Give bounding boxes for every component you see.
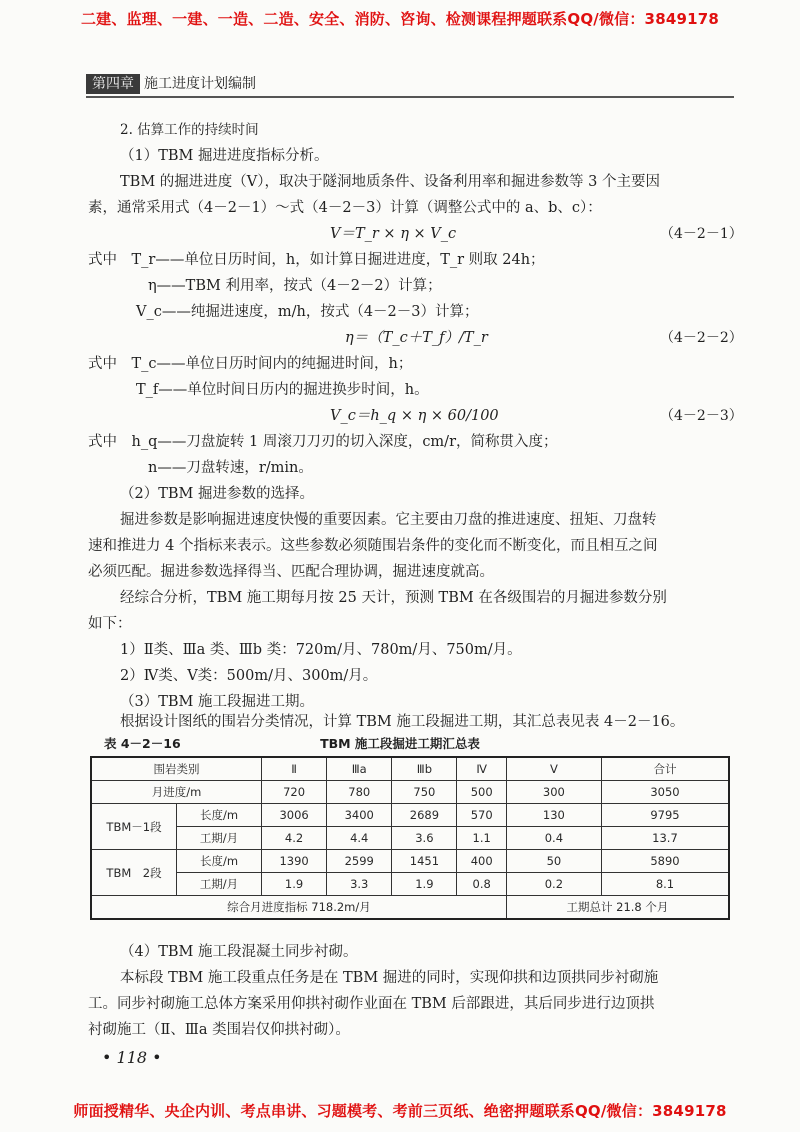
- summary-table: [90, 756, 730, 920]
- chapter-title: 施工进度计划编制: [144, 76, 256, 92]
- table-cell: 1.9: [392, 873, 457, 896]
- equation-1-number: （4－2－1）: [660, 226, 743, 242]
- table-cell: 500: [457, 781, 506, 804]
- top-ad-banner: 二建、监理、一建、一造、二造、安全、消防、咨询、检测课程押题联系QQ/微信：3849178: [80, 10, 720, 28]
- chapter-header: [86, 74, 734, 98]
- paragraph-1b: 素，通常采用式（4－2－1）～式（4－2－3）计算（调整公式中的 a、b、c）：: [88, 200, 602, 216]
- row-label: 长度/m: [177, 804, 262, 827]
- table-cell: 1390: [262, 850, 327, 873]
- table-cell: 3006: [262, 804, 327, 827]
- table-row: [91, 804, 729, 827]
- table-cell: 2689: [392, 804, 457, 827]
- table-header-cell: 围岩类别: [91, 757, 262, 781]
- row-label: 工期/月: [177, 827, 262, 850]
- definition-3: V_c——纯掘进速度，m/h，按式（4－2－3）计算；: [136, 304, 479, 320]
- list-item-2: 2）Ⅳ类、Ⅴ类：500m/月、300m/月。: [120, 668, 378, 684]
- table-header-cell: Ⅳ: [457, 757, 506, 781]
- table-cell: 9795: [601, 804, 729, 827]
- table-cell: 5890: [601, 850, 729, 873]
- paragraph-1a: TBM 的掘进进度（V），取决于隧洞地质条件、设备利用率和掘进参数等 3 个主要因: [120, 174, 660, 190]
- equation-3-number: （4－2－3）: [660, 408, 743, 424]
- definition-1: 式中 T_r——单位日历时间，h，如计算日掘进进度，T_r 则取 24h；: [88, 252, 545, 268]
- row-label: 长度/m: [177, 850, 262, 873]
- paragraph-2c: 必须匹配。掘进参数选择得当、匹配合理协调，掘进速度就高。: [88, 564, 494, 580]
- footer-monthly-index: 综合月进度指标 718.2m/月: [91, 896, 506, 920]
- subheading-2: （2）TBM 掘进参数的选择。: [120, 486, 315, 502]
- table-header-cell: 合计: [601, 757, 729, 781]
- paragraph-5a: 本标段 TBM 施工段重点任务是在 TBM 掘进的同时，实现仰拱和边顶拱同步衬砌施: [120, 970, 659, 986]
- table-number: 表 4－2－16: [104, 736, 181, 751]
- definition-7: n——刀盘转速，r/min。: [148, 460, 313, 476]
- table-footer-row: [91, 896, 729, 920]
- bottom-ad-banner: 师面授精华、央企内训、考点串讲、习题模考、考前三页纸、绝密押题联系QQ/微信：3849178: [73, 1102, 727, 1120]
- table-cell: 1.9: [262, 873, 327, 896]
- table-cell: 4.2: [262, 827, 327, 850]
- equation-1: V＝T_r × η × V_c: [330, 226, 457, 242]
- table-cell: 570: [457, 804, 506, 827]
- definition-2: η——TBM 利用率，按式（4－2－2）计算；: [148, 278, 442, 294]
- table-header-row: [91, 757, 729, 781]
- table-header-cell: Ⅴ: [506, 757, 601, 781]
- table-header-cell: Ⅲa: [327, 757, 392, 781]
- definition-6: 式中 h_q——刀盘旋转 1 周滚刀刀刃的切入深度，cm/r，简称贯入度；: [88, 434, 558, 450]
- table-cell: 300: [506, 781, 601, 804]
- table-cell: 3050: [601, 781, 729, 804]
- paragraph-3b: 如下：: [88, 616, 132, 632]
- paragraph-2a: 掘进参数是影响掘进速度快慢的重要因素。它主要由刀盘的推进速度、扭矩、刀盘转: [120, 512, 657, 528]
- segment-label: TBM 2段: [91, 850, 177, 896]
- table-cell: 1.1: [457, 827, 506, 850]
- table-row: [91, 850, 729, 873]
- paragraph-5b: 工。同步衬砌施工总体方案采用仰拱衬砌作业面在 TBM 后部跟进，其后同步进行边顶拱: [88, 996, 655, 1012]
- definition-5: T_f——单位时间日历内的掘进换步时间，h。: [136, 382, 429, 398]
- segment-label: TBM－1段: [91, 804, 177, 850]
- equation-3: V_c＝h_q × η × 60/100: [330, 408, 499, 424]
- table-cell: 0.2: [506, 873, 601, 896]
- table-cell: 400: [457, 850, 506, 873]
- table-cell: 750: [392, 781, 457, 804]
- table-row: [91, 873, 729, 896]
- table-header-cell: Ⅱ: [262, 757, 327, 781]
- table-row: [91, 781, 729, 804]
- subheading-3: （3）TBM 施工段掘进工期。: [120, 694, 315, 710]
- page-number: • 118 •: [102, 1048, 162, 1067]
- paragraph-4: 根据设计图纸的围岩分类情况，计算 TBM 施工段掘进工期，其汇总表见表 4－2－16。: [120, 714, 685, 730]
- table-cell: 0.8: [457, 873, 506, 896]
- subheading-1: （1）TBM 掘进进度指标分析。: [120, 148, 329, 164]
- table-cell: 50: [506, 850, 601, 873]
- table-cell: 780: [327, 781, 392, 804]
- definition-4: 式中 T_c——单位日历时间内的纯掘进时间，h；: [88, 356, 413, 372]
- section-heading: 2. 估算工作的持续时间: [120, 122, 259, 138]
- equation-2-number: （4－2－2）: [660, 330, 743, 346]
- table-cell: 13.7: [601, 827, 729, 850]
- table-cell: 1451: [392, 850, 457, 873]
- table-row: [91, 827, 729, 850]
- paragraph-2b: 速和推进力 4 个指标来表示。这些参数必须随围岩条件的变化而不断变化，而且相互之间: [88, 538, 658, 554]
- table-title: TBM 施工段掘进工期汇总表: [320, 736, 480, 751]
- list-item-1: 1）Ⅱ类、Ⅲa 类、Ⅲb 类：720m/月、780m/月、750m/月。: [120, 642, 522, 658]
- paragraph-5c: 衬砌施工（Ⅱ、Ⅲa 类围岩仅仰拱衬砌）。: [88, 1022, 350, 1038]
- table-cell: 3400: [327, 804, 392, 827]
- table-cell: 130: [506, 804, 601, 827]
- equation-2: η＝（T_c＋T_f）/T_r: [345, 330, 488, 346]
- table-cell: 4.4: [327, 827, 392, 850]
- row-label: 工期/月: [177, 873, 262, 896]
- subheading-4: （4）TBM 施工段混凝土同步衬砌。: [120, 944, 358, 960]
- table-header-cell: Ⅲb: [392, 757, 457, 781]
- footer-total-duration: 工期总计 21.8 个月: [506, 896, 729, 920]
- table-cell: 8.1: [601, 873, 729, 896]
- table-cell: 0.4: [506, 827, 601, 850]
- chapter-tag: 第四章: [86, 74, 140, 94]
- row-label: 月进度/m: [91, 781, 262, 804]
- table-cell: 3.6: [392, 827, 457, 850]
- table-cell: 3.3: [327, 873, 392, 896]
- table-cell: 2599: [327, 850, 392, 873]
- table-cell: 720: [262, 781, 327, 804]
- paragraph-3a: 经综合分析，TBM 施工期每月按 25 天计，预测 TBM 在各级围岩的月掘进参数分别: [120, 590, 667, 606]
